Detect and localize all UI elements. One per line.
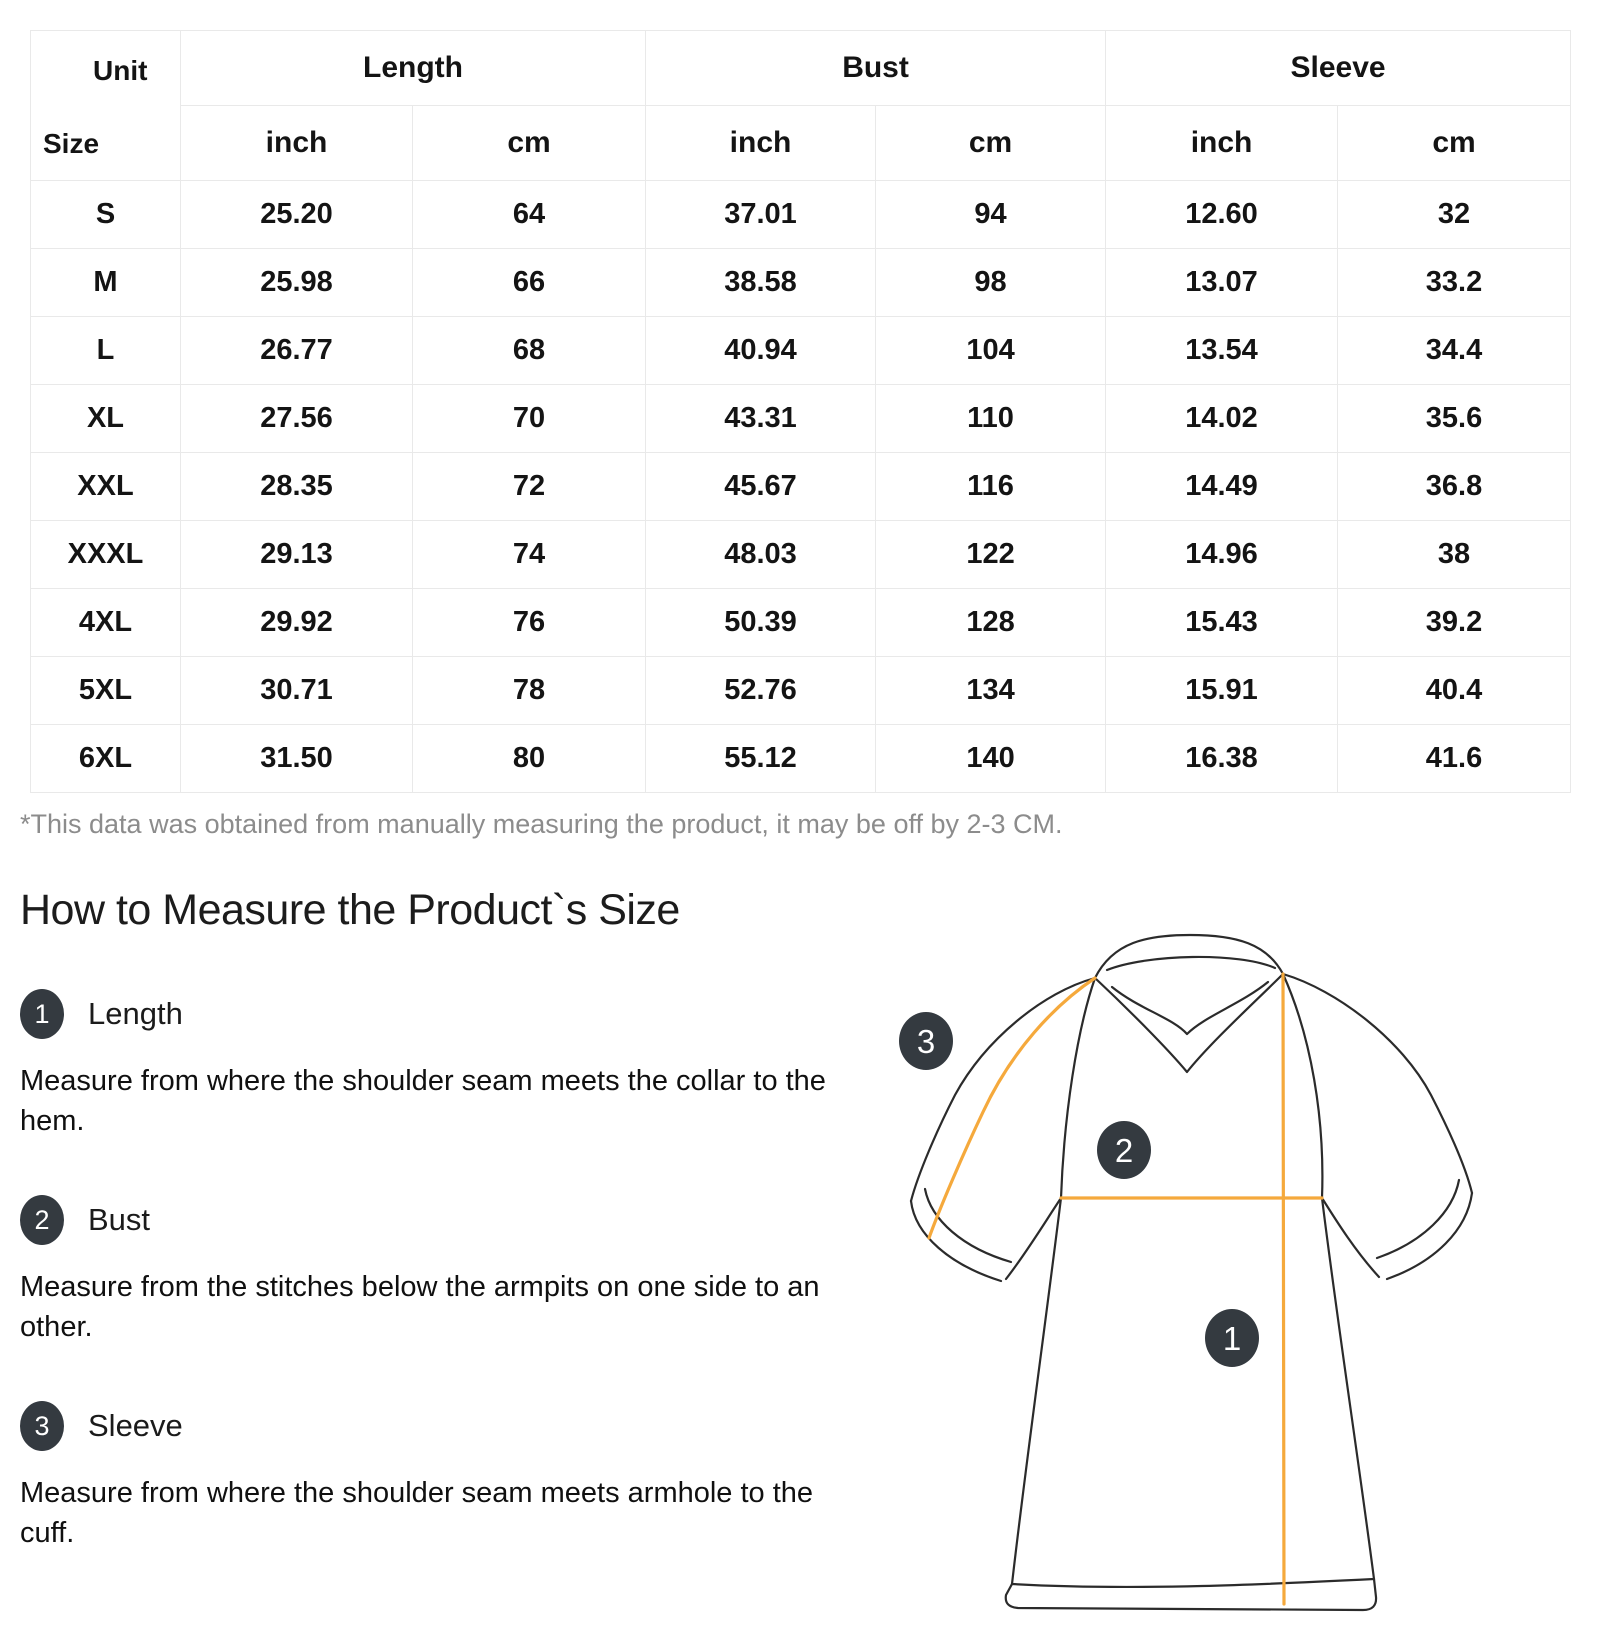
- value-cell: 122: [876, 521, 1106, 589]
- value-cell: 134: [876, 657, 1106, 725]
- value-cell: 31.50: [181, 725, 413, 793]
- value-cell: 37.01: [646, 181, 876, 249]
- value-cell: 40.4: [1338, 657, 1571, 725]
- value-cell: 32: [1338, 181, 1571, 249]
- table-row: [31, 521, 1571, 589]
- value-cell: 13.54: [1106, 317, 1338, 385]
- value-cell: 39.2: [1338, 589, 1571, 657]
- svg-text:3: 3: [916, 1023, 936, 1060]
- col-header-length: Length: [181, 31, 646, 106]
- value-cell: 78: [413, 657, 646, 725]
- table-row: [31, 589, 1571, 657]
- table-row: [31, 317, 1571, 385]
- value-cell: 70: [413, 385, 646, 453]
- value-cell: 140: [876, 725, 1106, 793]
- value-cell: 13.07: [1106, 249, 1338, 317]
- step-3-description: Measure from where the shoulder seam meets armhole to the cuff.: [20, 1477, 814, 1549]
- diagram-badge-2: [1097, 1121, 1151, 1179]
- value-cell: 50.39: [646, 589, 876, 657]
- value-cell: 30.71: [181, 657, 413, 725]
- value-cell: 48.03: [646, 521, 876, 589]
- value-cell: 41.6: [1338, 725, 1571, 793]
- size-cell: 4XL: [31, 589, 181, 657]
- table-row: [31, 453, 1571, 521]
- size-cell: XL: [31, 385, 181, 453]
- svg-text:2: 2: [1114, 1132, 1134, 1169]
- diagram-badge-3: [899, 1012, 953, 1070]
- value-cell: 29.92: [181, 589, 413, 657]
- value-cell: 66: [413, 249, 646, 317]
- value-cell: 45.67: [646, 453, 876, 521]
- value-cell: 110: [876, 385, 1106, 453]
- size-cell: XXXL: [31, 521, 181, 589]
- value-cell: 38.58: [646, 249, 876, 317]
- corner-size-label: Size: [43, 128, 100, 159]
- value-cell: 14.96: [1106, 521, 1338, 589]
- value-cell: 15.91: [1106, 657, 1338, 725]
- corner-unit-label: Unit: [93, 55, 148, 86]
- table-row: [31, 657, 1571, 725]
- value-cell: 116: [876, 453, 1106, 521]
- value-cell: 38: [1338, 521, 1571, 589]
- value-cell: 104: [876, 317, 1106, 385]
- tshirt-diagram: [855, 890, 1600, 1650]
- step-3-label: Sleeve: [88, 1408, 183, 1443]
- value-cell: 28.35: [181, 453, 413, 521]
- value-cell: 68: [413, 317, 646, 385]
- table-row: [31, 385, 1571, 453]
- value-cell: 55.12: [646, 725, 876, 793]
- value-cell: 36.8: [1338, 453, 1571, 521]
- value-cell: 52.76: [646, 657, 876, 725]
- size-cell: 5XL: [31, 657, 181, 725]
- diagram-badge-1: [1205, 1309, 1259, 1367]
- step-1-badge: 1: [20, 989, 64, 1039]
- size-cell: XXL: [31, 453, 181, 521]
- value-cell: 76: [413, 589, 646, 657]
- value-cell: 14.02: [1106, 385, 1338, 453]
- table-row: [31, 725, 1571, 793]
- step-2-description: Measure from the stitches below the armpits on one side to an other.: [20, 1271, 820, 1343]
- table-corner-cell: [31, 31, 181, 181]
- value-cell: 98: [876, 249, 1106, 317]
- unit-header: cm: [1338, 106, 1571, 181]
- col-header-bust: Bust: [646, 31, 1106, 106]
- step-1-label: Length: [88, 996, 183, 1031]
- value-cell: 128: [876, 589, 1106, 657]
- value-cell: 94: [876, 181, 1106, 249]
- col-header-sleeve: Sleeve: [1106, 31, 1571, 106]
- measurement-disclaimer: *This data was obtained from manually measuring the product, it may be off by 2-3 CM.: [20, 809, 1063, 839]
- step-2-badge: 2: [20, 1195, 64, 1245]
- step-3-badge: 3: [20, 1401, 64, 1451]
- value-cell: 74: [413, 521, 646, 589]
- measure-line-length: [1283, 974, 1284, 1604]
- unit-header: cm: [413, 106, 646, 181]
- step-bust: [20, 1195, 855, 1245]
- value-cell: 34.4: [1338, 317, 1571, 385]
- value-cell: 43.31: [646, 385, 876, 453]
- step-2-label: Bust: [88, 1202, 151, 1237]
- value-cell: 25.98: [181, 249, 413, 317]
- value-cell: 35.6: [1338, 385, 1571, 453]
- value-cell: 80: [413, 725, 646, 793]
- value-cell: 12.60: [1106, 181, 1338, 249]
- size-cell: L: [31, 317, 181, 385]
- size-cell: M: [31, 249, 181, 317]
- value-cell: 72: [413, 453, 646, 521]
- value-cell: 29.13: [181, 521, 413, 589]
- table-row: [31, 181, 1571, 249]
- value-cell: 15.43: [1106, 589, 1338, 657]
- value-cell: 40.94: [646, 317, 876, 385]
- tshirt-outline: [911, 935, 1472, 1610]
- step-1-description: Measure from where the shoulder seam meets the collar to the hem.: [20, 1065, 826, 1137]
- value-cell: 27.56: [181, 385, 413, 453]
- section-title: How to Measure the Product`s Size: [20, 886, 680, 934]
- how-to-measure-section: [0, 886, 1600, 1553]
- value-cell: 25.20: [181, 181, 413, 249]
- value-cell: 33.2: [1338, 249, 1571, 317]
- size-cell: S: [31, 181, 181, 249]
- value-cell: 16.38: [1106, 725, 1338, 793]
- step-sleeve: [20, 1401, 855, 1451]
- table-row: [31, 249, 1571, 317]
- size-table: [30, 30, 1571, 793]
- value-cell: 26.77: [181, 317, 413, 385]
- size-cell: 6XL: [31, 725, 181, 793]
- value-cell: 64: [413, 181, 646, 249]
- value-cell: 14.49: [1106, 453, 1338, 521]
- unit-header: inch: [1106, 106, 1338, 181]
- unit-header: cm: [876, 106, 1106, 181]
- unit-header: inch: [181, 106, 413, 181]
- size-chart-section: [30, 30, 1570, 793]
- svg-text:1: 1: [1222, 1320, 1242, 1357]
- unit-header: inch: [646, 106, 876, 181]
- step-length: [20, 989, 855, 1039]
